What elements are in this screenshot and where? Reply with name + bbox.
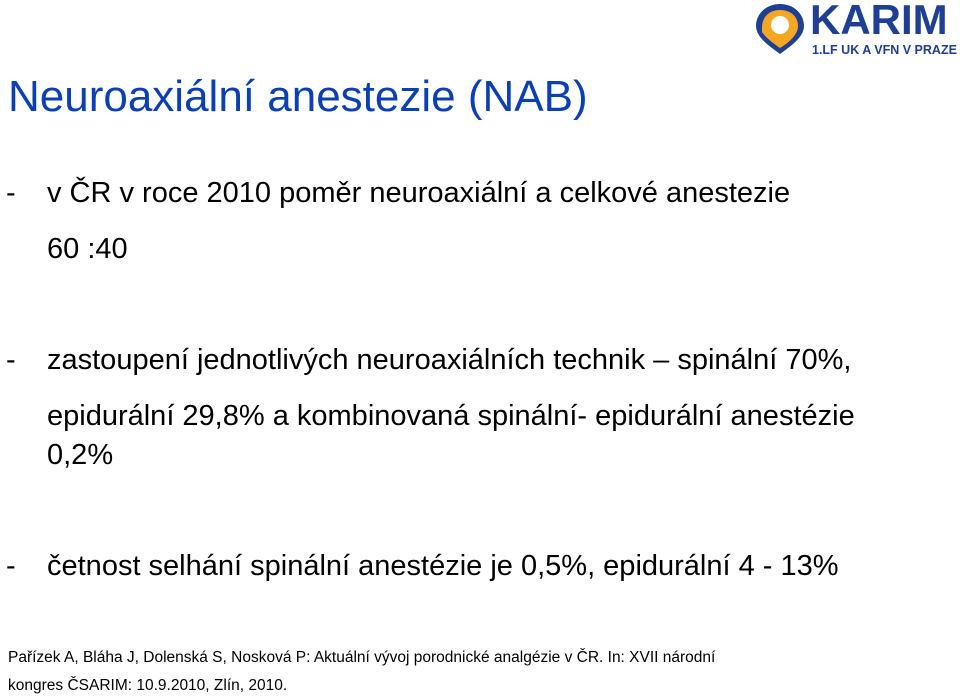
logo-wordmark: KARIM	[810, 0, 948, 43]
logo-subtitle: 1.LF UK A VFN V PRAZE	[812, 43, 957, 57]
karim-logo	[752, 2, 958, 60]
bullet-line: četnost selhání spinální anestézie je 0,5%, epidurální 4 - 13%	[47, 550, 839, 582]
bullet-line: v ČR v roce 2010 poměr neuroaxiální a celkové anestezie	[47, 177, 791, 209]
bullet-line: 60 :40	[47, 233, 128, 265]
reference-line: kongres ČSARIM: 10.9.2010, Zlín, 2010.	[8, 677, 288, 694]
bullet-line: epidurální 29,8% a kombinovaná spinální- epidurální anestézie	[47, 400, 855, 432]
reference-line: Pařízek A, Bláha J, Dolenská S, Nosková P: Aktuální vývoj porodnické analgézie v ČR. In: XVII národní	[8, 649, 716, 666]
bullet-line: 0,2%	[47, 439, 114, 471]
bullet-marker: -	[6, 550, 16, 582]
location-pin-icon	[752, 2, 808, 54]
page-title: Neuroaxiální anestezie (NAB)	[8, 72, 588, 121]
bullet-marker: -	[6, 344, 16, 376]
bullet-line: zastoupení jednotlivých neuroaxiálních technik – spinální 70%,	[47, 344, 852, 376]
bullet-marker: -	[6, 177, 16, 209]
